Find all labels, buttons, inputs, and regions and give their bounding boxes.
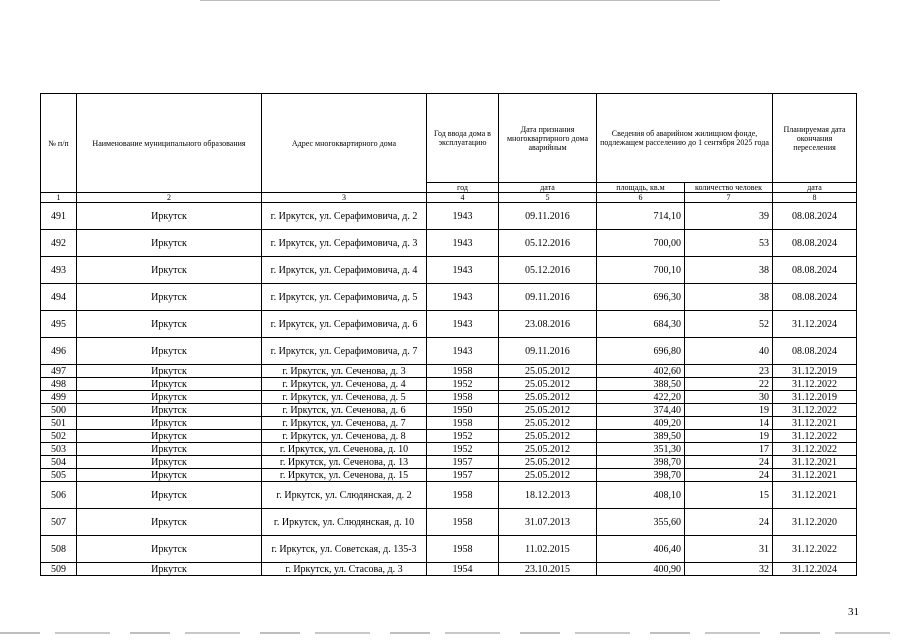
people-count-cell: 15 xyxy=(685,482,773,509)
municipality-cell: Иркутск xyxy=(77,257,262,284)
municipality-cell: Иркутск xyxy=(77,311,262,338)
people-count-cell: 17 xyxy=(685,443,773,456)
address-cell: г. Иркутск, ул. Стасова, д. 3 xyxy=(262,563,427,576)
planned-date-cell: 08.08.2024 xyxy=(773,203,857,230)
row-number: 509 xyxy=(41,563,77,576)
people-count-cell: 39 xyxy=(685,203,773,230)
planned-date-cell: 31.12.2021 xyxy=(773,456,857,469)
row-number: 503 xyxy=(41,443,77,456)
row-number: 505 xyxy=(41,469,77,482)
subheader-date: дата xyxy=(499,183,597,193)
people-count-cell: 32 xyxy=(685,563,773,576)
row-number: 496 xyxy=(41,338,77,365)
recognition-date-cell: 25.05.2012 xyxy=(499,469,597,482)
address-cell: г. Иркутск, ул. Серафимовича, д. 6 xyxy=(262,311,427,338)
year-cell: 1952 xyxy=(427,443,499,456)
row-number: 501 xyxy=(41,417,77,430)
row-number: 498 xyxy=(41,378,77,391)
row-number: 492 xyxy=(41,230,77,257)
planned-date-cell: 31.12.2021 xyxy=(773,417,857,430)
area-cell: 400,90 xyxy=(597,563,685,576)
header-municipality: Наименование муниципального образования xyxy=(77,94,262,193)
area-cell: 409,20 xyxy=(597,417,685,430)
municipality-cell: Иркутск xyxy=(77,365,262,378)
row-number: 504 xyxy=(41,456,77,469)
header-planned-end: Планируемая дата окончания переселения xyxy=(773,94,857,183)
address-cell: г. Иркутск, ул. Серафимовича, д. 4 xyxy=(262,257,427,284)
area-cell: 389,50 xyxy=(597,430,685,443)
subheader-people: количество человек xyxy=(685,183,773,193)
table-row xyxy=(41,257,857,284)
year-cell: 1958 xyxy=(427,417,499,430)
people-count-cell: 23 xyxy=(685,365,773,378)
area-cell: 406,40 xyxy=(597,536,685,563)
planned-date-cell: 31.12.2020 xyxy=(773,509,857,536)
row-number: 499 xyxy=(41,391,77,404)
table-row xyxy=(41,469,857,482)
address-cell: г. Иркутск, ул. Сеченова, д. 10 xyxy=(262,443,427,456)
municipality-cell: Иркутск xyxy=(77,469,262,482)
people-count-cell: 22 xyxy=(685,378,773,391)
planned-date-cell: 31.12.2022 xyxy=(773,378,857,391)
people-count-cell: 14 xyxy=(685,417,773,430)
recognition-date-cell: 18.12.2013 xyxy=(499,482,597,509)
recognition-date-cell: 05.12.2016 xyxy=(499,230,597,257)
table-row xyxy=(41,417,857,430)
people-count-cell: 30 xyxy=(685,391,773,404)
row-number: 502 xyxy=(41,430,77,443)
area-cell: 402,60 xyxy=(597,365,685,378)
subheader-planned-date: дата xyxy=(773,183,857,193)
table-row xyxy=(41,536,857,563)
column-number: 2 xyxy=(77,193,262,203)
planned-date-cell: 31.12.2022 xyxy=(773,404,857,417)
area-cell: 351,30 xyxy=(597,443,685,456)
people-count-cell: 38 xyxy=(685,257,773,284)
year-cell: 1943 xyxy=(427,203,499,230)
people-count-cell: 38 xyxy=(685,284,773,311)
year-cell: 1958 xyxy=(427,391,499,404)
planned-date-cell: 08.08.2024 xyxy=(773,230,857,257)
page-number: 31 xyxy=(848,606,859,618)
area-cell: 355,60 xyxy=(597,509,685,536)
subheader-area: площадь, кв.м xyxy=(597,183,685,193)
table-row xyxy=(41,430,857,443)
column-number: 4 xyxy=(427,193,499,203)
year-cell: 1958 xyxy=(427,509,499,536)
area-cell: 714,10 xyxy=(597,203,685,230)
recognition-date-cell: 09.11.2016 xyxy=(499,338,597,365)
people-count-cell: 24 xyxy=(685,509,773,536)
column-number: 3 xyxy=(262,193,427,203)
year-cell: 1943 xyxy=(427,338,499,365)
year-cell: 1957 xyxy=(427,469,499,482)
municipality-cell: Иркутск xyxy=(77,230,262,257)
planned-date-cell: 31.12.2022 xyxy=(773,430,857,443)
column-number: 6 xyxy=(597,193,685,203)
column-number: 5 xyxy=(499,193,597,203)
row-number: 493 xyxy=(41,257,77,284)
municipality-cell: Иркутск xyxy=(77,378,262,391)
address-cell: г. Иркутск, ул. Слюдянская, д. 10 xyxy=(262,509,427,536)
municipality-cell: Иркутск xyxy=(77,536,262,563)
people-count-cell: 52 xyxy=(685,311,773,338)
municipality-cell: Иркутск xyxy=(77,338,262,365)
column-number: 1 xyxy=(41,193,77,203)
year-cell: 1943 xyxy=(427,311,499,338)
municipality-cell: Иркутск xyxy=(77,509,262,536)
row-number: 491 xyxy=(41,203,77,230)
year-cell: 1958 xyxy=(427,482,499,509)
year-cell: 1958 xyxy=(427,365,499,378)
municipality-cell: Иркутск xyxy=(77,417,262,430)
emergency-housing-table xyxy=(40,93,857,576)
recognition-date-cell: 05.12.2016 xyxy=(499,257,597,284)
row-number: 508 xyxy=(41,536,77,563)
people-count-cell: 53 xyxy=(685,230,773,257)
header-date-recognition: Дата признания многоквартирного дома аварийным xyxy=(499,94,597,183)
header-year: Год ввода дома в эксплуатацию xyxy=(427,94,499,183)
area-cell: 684,30 xyxy=(597,311,685,338)
year-cell: 1943 xyxy=(427,284,499,311)
area-cell: 398,70 xyxy=(597,456,685,469)
recognition-date-cell: 25.05.2012 xyxy=(499,404,597,417)
people-count-cell: 24 xyxy=(685,469,773,482)
planned-date-cell: 31.12.2022 xyxy=(773,443,857,456)
area-cell: 408,10 xyxy=(597,482,685,509)
table-row xyxy=(41,378,857,391)
address-cell: г. Иркутск, ул. Сеченова, д. 3 xyxy=(262,365,427,378)
address-cell: г. Иркутск, ул. Сеченова, д. 5 xyxy=(262,391,427,404)
planned-date-cell: 08.08.2024 xyxy=(773,257,857,284)
municipality-cell: Иркутск xyxy=(77,443,262,456)
year-cell: 1958 xyxy=(427,536,499,563)
recognition-date-cell: 25.05.2012 xyxy=(499,378,597,391)
row-number: 500 xyxy=(41,404,77,417)
municipality-cell: Иркутск xyxy=(77,203,262,230)
recognition-date-cell: 25.05.2012 xyxy=(499,430,597,443)
column-number: 8 xyxy=(773,193,857,203)
people-count-cell: 19 xyxy=(685,404,773,417)
people-count-cell: 19 xyxy=(685,430,773,443)
subheader-year: год xyxy=(427,183,499,193)
address-cell: г. Иркутск, ул. Серафимовича, д. 2 xyxy=(262,203,427,230)
year-cell: 1954 xyxy=(427,563,499,576)
planned-date-cell: 31.12.2024 xyxy=(773,311,857,338)
area-cell: 696,30 xyxy=(597,284,685,311)
recognition-date-cell: 25.05.2012 xyxy=(499,391,597,404)
planned-date-cell: 31.12.2021 xyxy=(773,469,857,482)
year-cell: 1943 xyxy=(427,230,499,257)
municipality-cell: Иркутск xyxy=(77,430,262,443)
area-cell: 700,10 xyxy=(597,257,685,284)
area-cell: 422,20 xyxy=(597,391,685,404)
table-row xyxy=(41,456,857,469)
planned-date-cell: 31.12.2019 xyxy=(773,365,857,378)
planned-date-cell: 31.12.2024 xyxy=(773,563,857,576)
people-count-cell: 24 xyxy=(685,456,773,469)
recognition-date-cell: 25.05.2012 xyxy=(499,443,597,456)
year-cell: 1950 xyxy=(427,404,499,417)
address-cell: г. Иркутск, ул. Советская, д. 135-3 xyxy=(262,536,427,563)
table-row xyxy=(41,365,857,378)
table-row xyxy=(41,338,857,365)
address-cell: г. Иркутск, ул. Серафимовича, д. 7 xyxy=(262,338,427,365)
address-cell: г. Иркутск, ул. Сеченова, д. 4 xyxy=(262,378,427,391)
row-number: 506 xyxy=(41,482,77,509)
column-number: 7 xyxy=(685,193,773,203)
table-row xyxy=(41,203,857,230)
table-row xyxy=(41,509,857,536)
table-row xyxy=(41,482,857,509)
planned-date-cell: 31.12.2021 xyxy=(773,482,857,509)
people-count-cell: 40 xyxy=(685,338,773,365)
header-address: Адрес многоквартирного дома xyxy=(262,94,427,193)
row-number: 494 xyxy=(41,284,77,311)
municipality-cell: Иркутск xyxy=(77,284,262,311)
table-row xyxy=(41,230,857,257)
recognition-date-cell: 09.11.2016 xyxy=(499,203,597,230)
table-row xyxy=(41,563,857,576)
recognition-date-cell: 25.05.2012 xyxy=(499,417,597,430)
scan-artifact-bottom xyxy=(0,632,905,634)
year-cell: 1952 xyxy=(427,430,499,443)
recognition-date-cell: 11.02.2015 xyxy=(499,536,597,563)
address-cell: г. Иркутск, ул. Сеченова, д. 13 xyxy=(262,456,427,469)
year-cell: 1952 xyxy=(427,378,499,391)
recognition-date-cell: 31.07.2013 xyxy=(499,509,597,536)
recognition-date-cell: 25.05.2012 xyxy=(499,456,597,469)
address-cell: г. Иркутск, ул. Сеченова, д. 6 xyxy=(262,404,427,417)
header-info-group: Сведения об аварийном жилищном фонде, подлежащем расселению до 1 сентября 2025 года xyxy=(597,94,773,183)
planned-date-cell: 08.08.2024 xyxy=(773,284,857,311)
table-header-row xyxy=(41,94,857,183)
area-cell: 696,80 xyxy=(597,338,685,365)
recognition-date-cell: 09.11.2016 xyxy=(499,284,597,311)
people-count-cell: 31 xyxy=(685,536,773,563)
column-number-row xyxy=(41,193,857,203)
table-row xyxy=(41,284,857,311)
scan-artifact-top xyxy=(200,0,720,1)
table-row xyxy=(41,443,857,456)
address-cell: г. Иркутск, ул. Сеченова, д. 7 xyxy=(262,417,427,430)
area-cell: 374,40 xyxy=(597,404,685,417)
row-number: 507 xyxy=(41,509,77,536)
row-number: 497 xyxy=(41,365,77,378)
recognition-date-cell: 23.08.2016 xyxy=(499,311,597,338)
address-cell: г. Иркутск, ул. Слюдянская, д. 2 xyxy=(262,482,427,509)
table-row xyxy=(41,311,857,338)
municipality-cell: Иркутск xyxy=(77,456,262,469)
municipality-cell: Иркутск xyxy=(77,563,262,576)
address-cell: г. Иркутск, ул. Серафимовича, д. 3 xyxy=(262,230,427,257)
area-cell: 398,70 xyxy=(597,469,685,482)
address-cell: г. Иркутск, ул. Серафимовича, д. 5 xyxy=(262,284,427,311)
year-cell: 1957 xyxy=(427,456,499,469)
year-cell: 1943 xyxy=(427,257,499,284)
row-number: 495 xyxy=(41,311,77,338)
planned-date-cell: 31.12.2019 xyxy=(773,391,857,404)
table-row xyxy=(41,404,857,417)
header-num: № п/п xyxy=(41,94,77,193)
area-cell: 388,50 xyxy=(597,378,685,391)
municipality-cell: Иркутск xyxy=(77,391,262,404)
municipality-cell: Иркутск xyxy=(77,404,262,417)
planned-date-cell: 31.12.2022 xyxy=(773,536,857,563)
planned-date-cell: 08.08.2024 xyxy=(773,338,857,365)
area-cell: 700,00 xyxy=(597,230,685,257)
address-cell: г. Иркутск, ул. Сеченова, д. 8 xyxy=(262,430,427,443)
recognition-date-cell: 25.05.2012 xyxy=(499,365,597,378)
municipality-cell: Иркутск xyxy=(77,482,262,509)
recognition-date-cell: 23.10.2015 xyxy=(499,563,597,576)
address-cell: г. Иркутск, ул. Сеченова, д. 15 xyxy=(262,469,427,482)
table-row xyxy=(41,391,857,404)
